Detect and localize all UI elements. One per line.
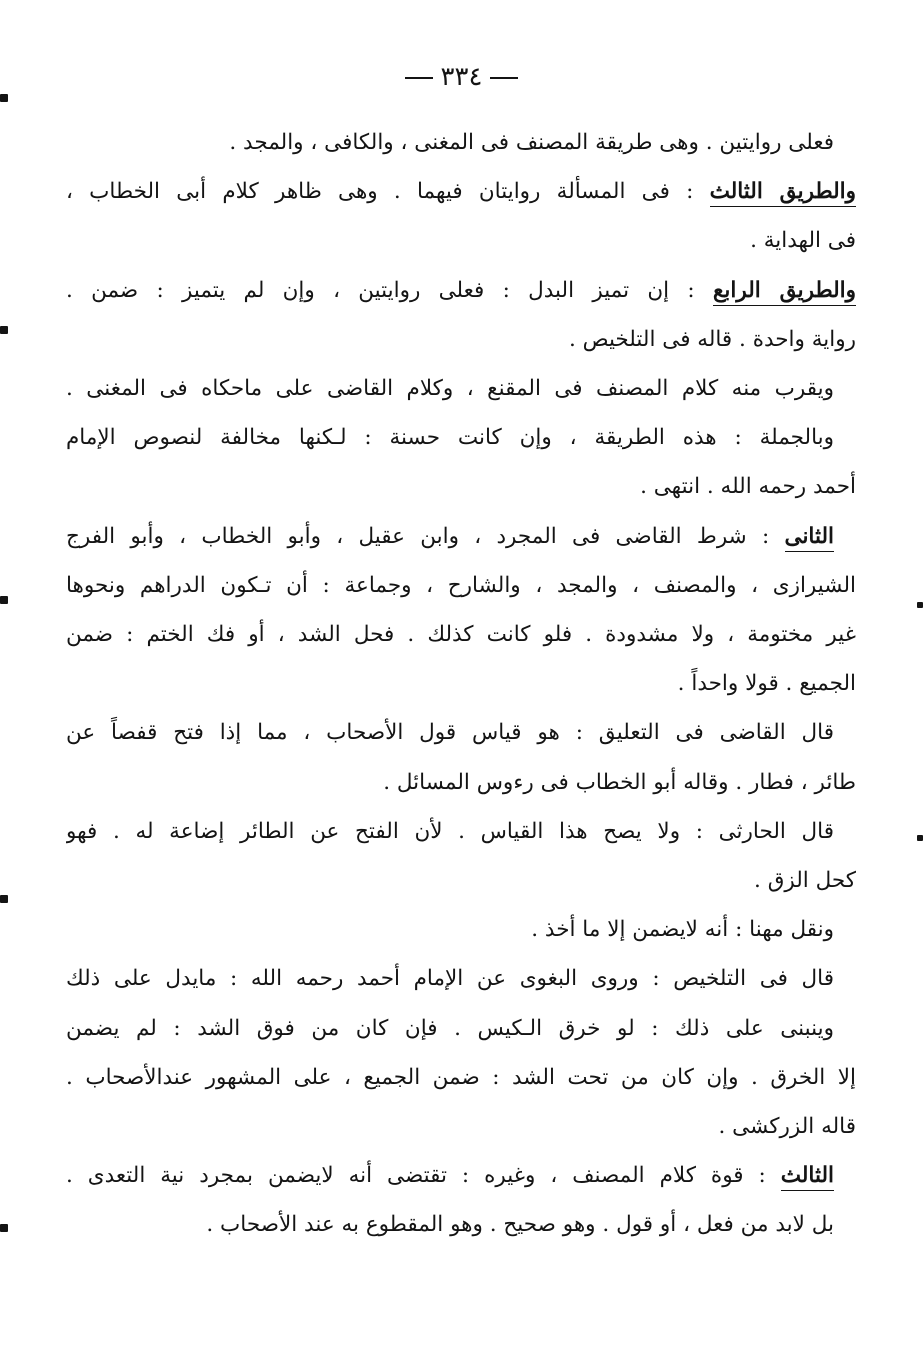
text-line: فى الهداية .	[750, 228, 856, 254]
text-line-rest: : شرط القاضى فى المجرد ، وابن عقيل ، وأبو الخطاب ، وأبو الفرج	[66, 523, 785, 549]
section-term: والطريق الثالث	[710, 179, 856, 207]
text-line-rest: : قوة كلام المصنف ، وغيره : تقتضى أنه لايضمن بمجرد نية التعدى .	[66, 1163, 781, 1189]
text-line	[66, 167, 856, 216]
margin-mark	[917, 602, 923, 608]
text-line-rest: : فى المسألة روايتان فيهما . وهى ظاهر كلام أبى الخطاب ،	[66, 179, 710, 205]
text-line: الشيرازى ، والمصنف ، والمجد ، والشارح ، وجماعة : أن تـكون الدراهم ونحوها	[66, 572, 856, 598]
text-line: فعلى روايتين . وهى طريقة المصنف فى المغنى ، والكافى ، والمجد .	[229, 130, 834, 155]
text-line: بل لابد من فعل ، أو قول . وهو صحيح . وهو المقطوع به عند الأصحاب .	[206, 1212, 834, 1238]
text-line: قال فى التلخيص : وروى البغوى عن الإمام أحمد رحمه الله : مايدل على ذلك	[66, 966, 834, 992]
text-line: ويقرب منه كلام المصنف فى المقنع ، وكلام القاضى على ماحكاه فى المغنى .	[66, 376, 834, 402]
margin-mark	[0, 326, 8, 334]
text-line: رواية واحدة . قاله فى التلخيص .	[568, 326, 856, 352]
text-line	[66, 1151, 856, 1200]
page-number-dash-right	[490, 77, 518, 79]
section-term: الثالث	[781, 1163, 834, 1191]
text-line: أحمد رحمه الله . انتهى .	[640, 474, 856, 500]
text-line: الجميع . قولا واحداً .	[677, 671, 856, 697]
page-number	[0, 62, 923, 92]
margin-mark	[917, 835, 923, 841]
margin-mark	[0, 1224, 8, 1232]
section-term: والطريق الرابع	[713, 278, 856, 306]
text-line: غير مختومة ، ولا مشدودة . فلو كانت كذلك . فحل الشد ، أو فك الختم : ضمن	[66, 622, 856, 648]
text-line: وينبنى على ذلك : لو خرق الـكيس . فإن كان من فوق الشد : لم يضمن	[66, 1015, 834, 1041]
section-term: الثانى	[785, 524, 834, 552]
text-line: إلا الخرق . وإن كان من تحت الشد : ضمن الجميع ، على المشهور عندالأصحاب .	[66, 1064, 856, 1090]
text-line	[66, 266, 856, 315]
text-line: قاله الزركشى .	[718, 1114, 856, 1140]
text-line-rest: : إن تميز البدل : فعلى روايتين ، وإن لم يتميز : ضمن .	[66, 277, 713, 303]
margin-mark	[0, 596, 8, 604]
text-line: قال الحارثى : ولا يصح هذا القياس . لأن الفتح عن الطائر إضاعة له . فهو	[66, 818, 834, 844]
text-line: قال القاضى فى التعليق : هو قياس قول الأصحاب ، مما إذا فتح قفصاً عن	[66, 720, 834, 746]
body-text	[66, 118, 856, 1250]
margin-mark	[0, 895, 8, 903]
page-number-text: ٣٣٤	[440, 62, 483, 92]
text-line: وبالجملة : هذه الطريقة ، وإن كانت حسنة : لـكنها مخالفة لنصوص الإمام	[66, 425, 834, 451]
text-line: كحل الزق .	[754, 868, 856, 894]
text-line: طائر ، فطار . وقاله أبو الخطاب فى رءوس المسائل .	[383, 769, 856, 795]
page-number-dash-left	[405, 77, 433, 79]
margin-mark	[0, 94, 8, 102]
text-line	[66, 512, 856, 561]
text-line: ونقل مهنا : أنه لايضمن إلا ما أخذ .	[531, 917, 834, 943]
